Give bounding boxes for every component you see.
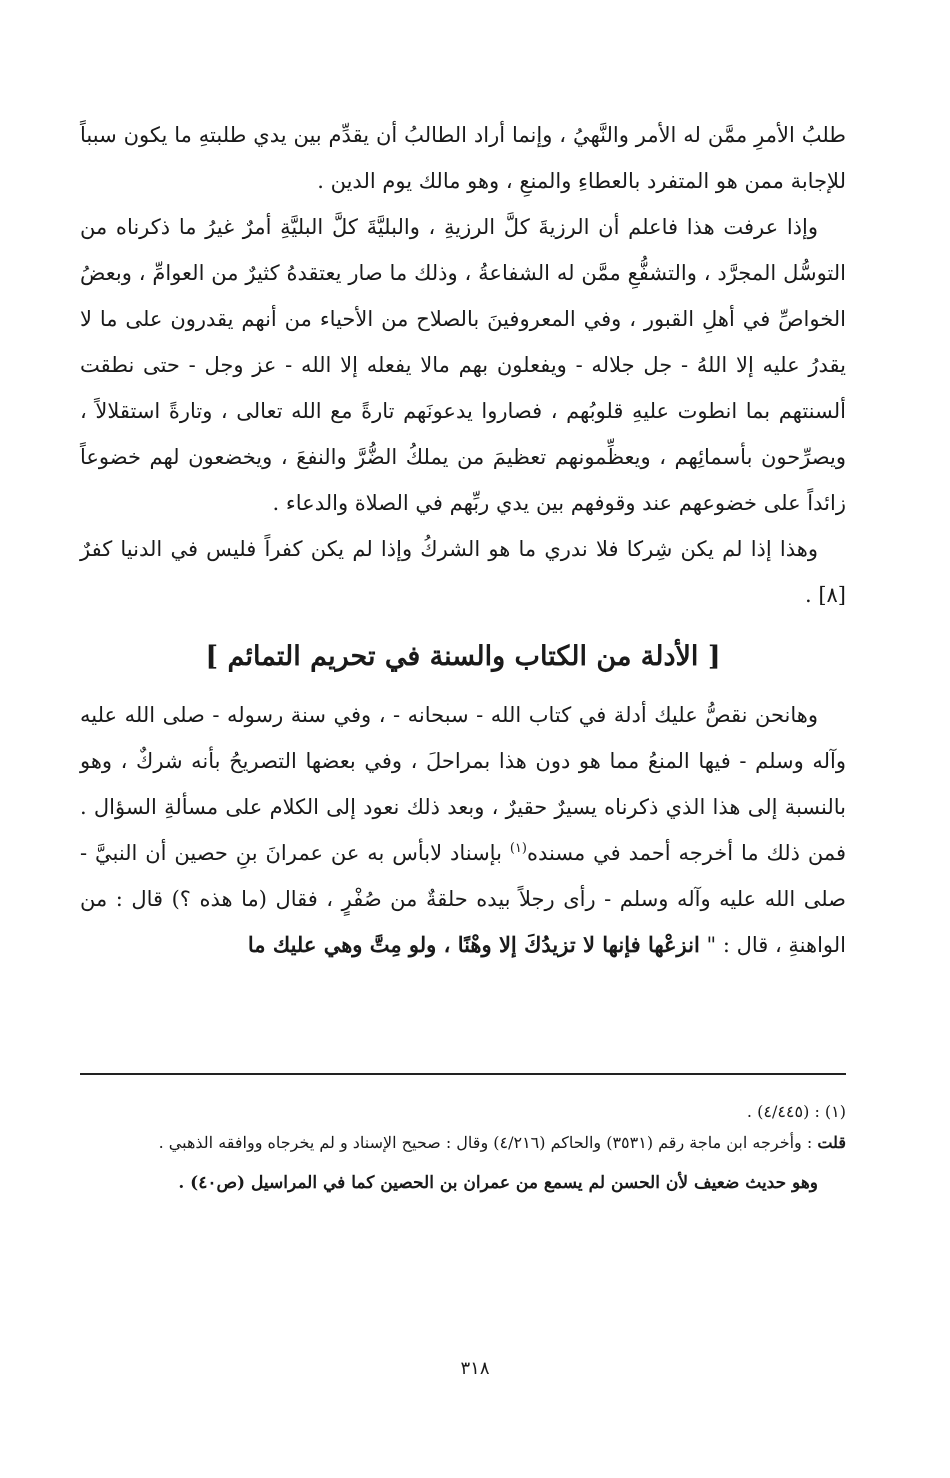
hadith-quote-bold: انزعْها فإنها لا تزيدُكَ إلا وهْنًا ، ولو مِتَّ وهي عليك ما: [247, 932, 700, 957]
section-heading: [ الأدلة من الكتاب والسنة في تحريم التمائم ]: [205, 641, 721, 672]
paragraph-3: وهذا إذا لم يكن شِركا فلا ندري ما هو الشركُ وإذا لم يكن كفراً فليس في الدنيا كفرٌ [٨] .: [80, 537, 846, 607]
page-content: [80, 112, 846, 968]
paragraph-4: [80, 692, 846, 968]
paragraph-2: وإذا عرفت هذا فاعلم أن الرزيةَ كلَّ الرزيةِ ، والبليَّةَ كلَّ البليَّةِ أمرٌ غيرُ ما ذكرناه من التوسُّل المجرَّد ، والتشفُّعِ ممَّن له الشفاعةُ ، وذلك ما صار يعتقدهُ كثيرٌ من العوامِّ ، وبعضُ الخواصِّ في أهلِ القبور ، وفي المعروفينَ بالصلاح من الأحياء من أنهم يقدرون على ما لا يقدرُ عليه إلا اللهُ - جل جلاله - ويفعلون بهم مالا يفعله إلا الله - عز وجل - حتى نطقت ألسنتهم بما انطوت عليهِ قلوبُهم ، فصاروا يدعونَهم تارةً مع الله تعالى ، وتارةً استقلالاً ، ويصرِّحون بأسمائِهم ، ويعظِّمونهم تعظيمَ من يملكُ الضُّرَّ والنفعَ ، ويخضعون لهم خضوعاً زائداً على خضوعهم عند وقوفهم بين يدي ربِّهم في الصلاة والدعاء .: [80, 215, 846, 515]
footnote-3: وهو حديث ضعيف لأن الحسن لم يسمع من عمران بن الحصين كما في المراسيل (ص٤٠) .: [178, 1173, 818, 1193]
body-text-2: [80, 692, 846, 968]
footnote-2-text: : وأخرجه ابن ماجة رقم (٣٥٣١) والحاكم (٤/٢١٦) وقال : صحيح الإسناد و لم يخرجاه ووافقه الذهبي .: [158, 1133, 818, 1152]
footnote-2-label: قلت: [817, 1133, 846, 1152]
page-number: ٣١٨: [460, 1358, 490, 1379]
paragraph-1: طلبُ الأمرِ ممَّن له الأمر والنَّهيُ ، وإنما أراد الطالبُ أن يقدِّم بين يدي طلبتهِ ما يكون سبباً للإجابة ممن هو المتفرد بالعطاءِ والمنعِ ، وهو مالك يوم الدين .: [80, 123, 846, 193]
footnote-2: [80, 1127, 846, 1158]
paragraph-4-part-b: بإسناد لابأس به عن عمرانَ بنِ حصين أن النبيَّ - صلى الله عليه وآله وسلم - رأى رجلاً بيده حلقةٌ من صُفْرٍ ، فقال (ما هذه ؟) قال : من الواهنةِ ، قال : ": [80, 841, 846, 957]
footnote-1: (١) : (٤/٤٤٥) .: [746, 1102, 846, 1121]
footnote-reference[interactable]: (١): [509, 841, 527, 856]
body-text: [80, 112, 846, 618]
paragraph-4-part-a: وهانحن نقصُّ عليك أدلة في كتاب الله - سبحانه - ، وفي سنة رسوله - صلى الله عليه وآله وسلم - فيها المنعُ مما هو دون هذا بمراحلَ ، وفي بعضها التصريحُ بأنه شركٌ ، وهو بالنسبة إلى هذا الذي ذكرناه يسيرٌ حقيرٌ ، وبعد ذلك نعود إلى الكلام على مسألةِ السؤال . فمن ذلك ما أخرجه أحمد في مسنده: [80, 703, 846, 865]
footnotes: [80, 1096, 846, 1199]
footnote-divider: [80, 1073, 846, 1075]
